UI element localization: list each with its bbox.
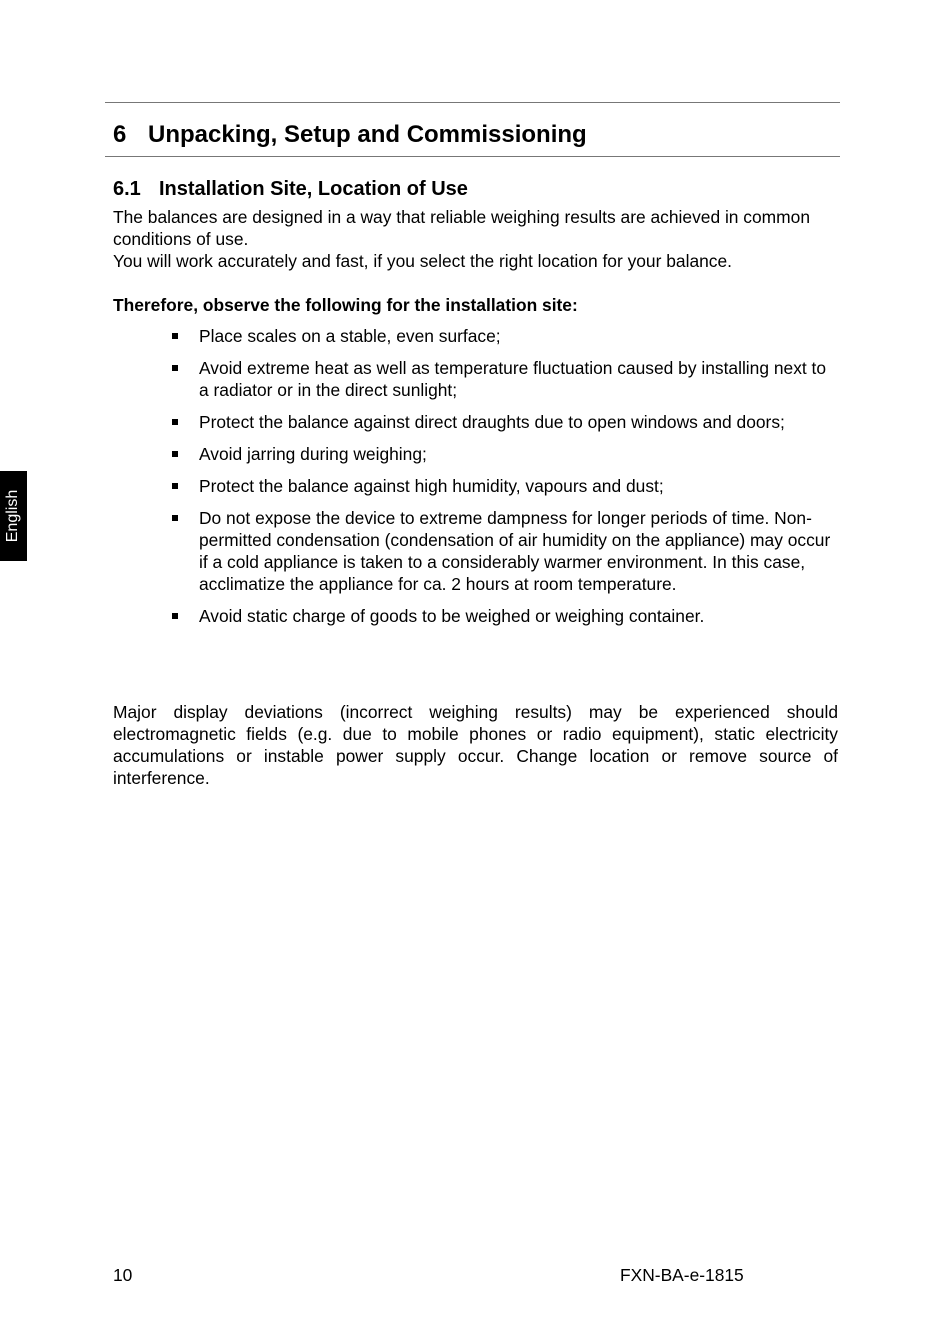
list-item <box>170 605 840 627</box>
section-title-text: Installation Site, Location of Use <box>159 178 468 200</box>
bullet-icon <box>172 333 178 339</box>
list-item-text: Protect the balance against high humidity, vapours and dust; <box>199 476 664 496</box>
list-item <box>170 411 840 433</box>
bullet-icon <box>172 613 178 619</box>
installation-lead: Therefore, observe the following for the installation site: <box>113 295 578 315</box>
list-item-text: Avoid static charge of goods to be weighed or weighing container. <box>199 606 705 626</box>
section-title <box>113 176 468 202</box>
bullet-icon <box>172 515 178 521</box>
list-item <box>170 475 840 497</box>
chapter-title-text: Unpacking, Setup and Commissioning <box>148 121 587 148</box>
bullet-icon <box>172 365 178 371</box>
interference-paragraph: Major display deviations (incorrect weighing results) may be experienced should electromagnetic fields (e.g. due to mobile phones or radio equipment), static electricity accumulations or instable power supply occur. Change location or remove source of interference. <box>113 702 838 788</box>
intro-paragraph <box>113 206 838 272</box>
intro-line-2: You will work accurately and fast, if you select the right location for your balance. <box>113 251 732 271</box>
list-item <box>170 357 840 401</box>
list-item-text: Avoid jarring during weighing; <box>199 444 427 464</box>
chapter-title <box>113 120 587 150</box>
bullet-icon <box>172 419 178 425</box>
header-rule <box>105 102 840 103</box>
language-tab-label: English <box>4 489 22 543</box>
list-item-text: Avoid extreme heat as well as temperature fluctuation caused by installing next to a radiator or in the direct sunlight; <box>199 358 827 400</box>
document-code: FXN-BA-e-1815 <box>620 1265 744 1285</box>
chapter-number: 6 <box>113 121 127 148</box>
list-item <box>170 507 840 595</box>
list-item-text: Do not expose the device to extreme dampness for longer periods of time. Non-permitted condensation (condensation of air humidity on the appliance) may occur if a cold appliance is taken to a considerably warmer environment. In this case, acclimatize the appliance for ca. 2 hours at room temperature. <box>199 508 831 594</box>
page-number: 10 <box>113 1265 133 1285</box>
list-item-text: Protect the balance against direct draughts due to open windows and doors; <box>199 412 785 432</box>
installation-list <box>170 325 840 637</box>
bullet-icon <box>172 483 178 489</box>
list-item <box>170 443 840 465</box>
list-item-text: Place scales on a stable, even surface; <box>199 326 501 346</box>
list-item <box>170 325 840 347</box>
section-number: 6.1 <box>113 178 141 200</box>
chapter-title-rule <box>105 156 840 157</box>
language-tab <box>0 471 27 561</box>
intro-line-1: The balances are designed in a way that reliable weighing results are achieved in common conditions of use. <box>113 207 810 249</box>
bullet-icon <box>172 451 178 457</box>
